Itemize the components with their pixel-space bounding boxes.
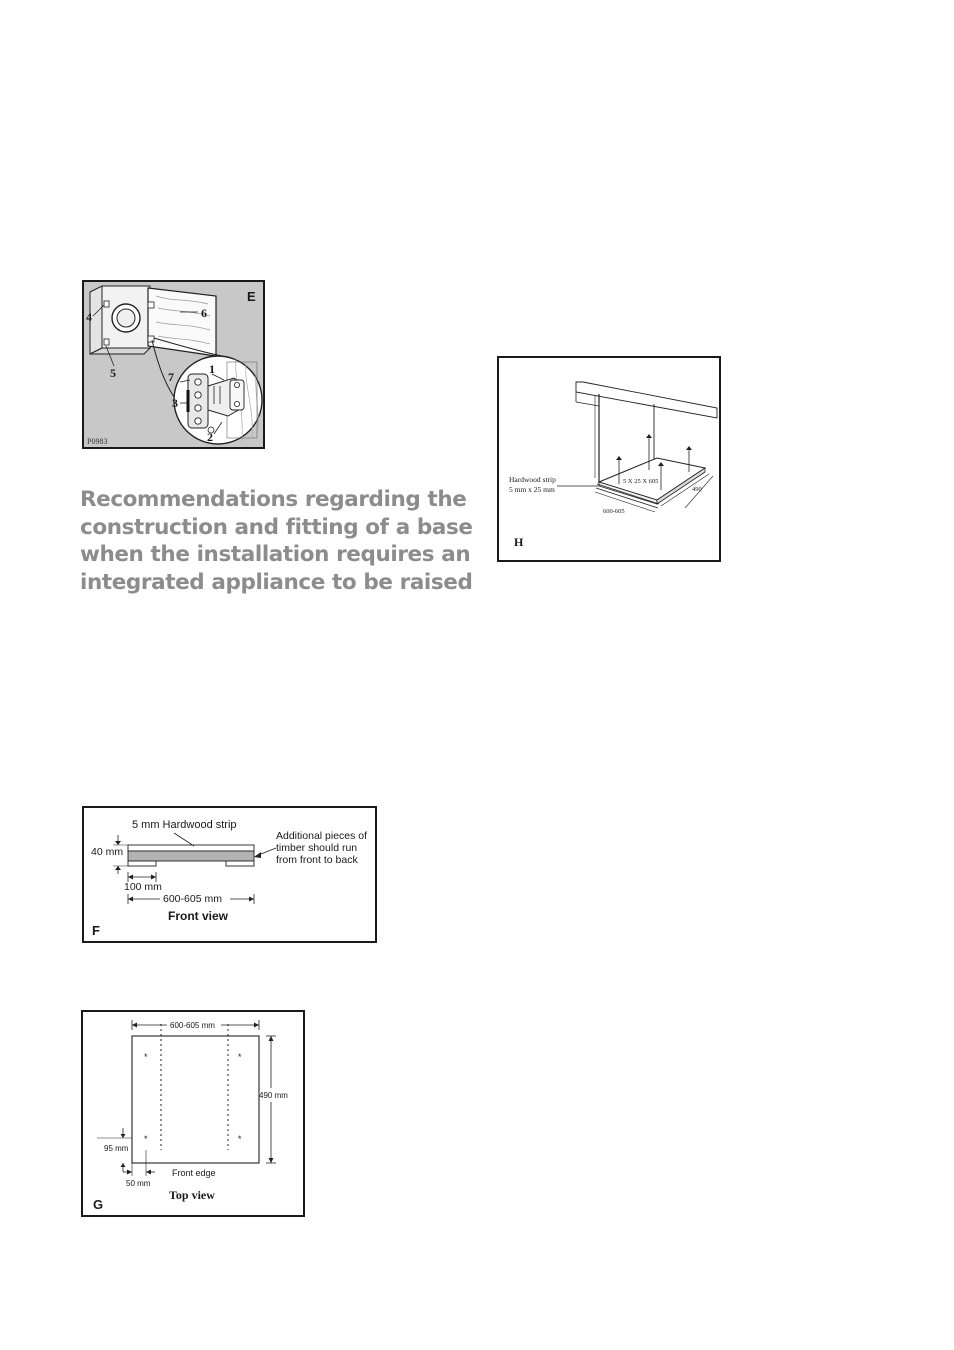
section-label: 5 X 25 X 605 [623, 478, 659, 485]
svg-text:*: * [238, 1052, 242, 1062]
callout-4: 4 [86, 310, 92, 324]
svg-text:*: * [238, 1134, 242, 1144]
strip-size: 5 mm x 25 mm [509, 485, 555, 494]
front-edge-label: Front edge [172, 1168, 216, 1178]
offset-y-label: 95 mm [104, 1144, 129, 1153]
height-label: 40 mm [91, 846, 124, 858]
callout-2: 2 [207, 430, 213, 444]
svg-text:*: * [144, 1134, 148, 1144]
depth-label: 490 [692, 486, 702, 493]
callout-5: 5 [110, 366, 116, 380]
callout-3: 3 [172, 396, 178, 410]
note-line: Additional pieces of [276, 830, 368, 842]
callout-6: 6 [201, 306, 207, 320]
figure-f [82, 806, 377, 943]
figure-code: P0983 [87, 437, 108, 446]
callout-7: 7 [168, 370, 174, 384]
base-perspective-illustration [499, 358, 723, 564]
offset-x-label: 50 mm [126, 1179, 151, 1188]
figure-letter: F [92, 923, 100, 938]
strip-label: Hardwood strip [509, 475, 556, 484]
callout-1: 1 [209, 362, 215, 376]
svg-text:*: * [144, 1052, 148, 1062]
note-line: from front to back [276, 854, 358, 866]
section-heading [80, 486, 480, 596]
heading-line: when the installation requires an [80, 542, 471, 567]
figure-e [82, 280, 265, 449]
view-label: Top view [169, 1188, 215, 1202]
width-label: 600-605 mm [170, 1021, 215, 1030]
heading-line: integrated appliance to be raised [80, 569, 473, 595]
figure-h [497, 356, 721, 562]
spacer-label: 100 mm [124, 881, 162, 893]
depth-label: 490 mm [259, 1091, 288, 1100]
strip-label: 5 mm Hardwood strip [132, 819, 237, 831]
figure-letter: H [514, 535, 524, 549]
width-label: 600-605 [603, 508, 625, 515]
heading-line: construction and fitting of a base [80, 514, 473, 540]
heading-line: Recommendations regarding the [80, 487, 467, 512]
figure-g [81, 1010, 305, 1217]
figure-letter: E [247, 289, 256, 304]
figure-letter: G [93, 1197, 104, 1212]
note-line: timber should run [276, 842, 358, 854]
view-label: Front view [168, 909, 229, 923]
width-label: 600-605 mm [163, 893, 222, 905]
